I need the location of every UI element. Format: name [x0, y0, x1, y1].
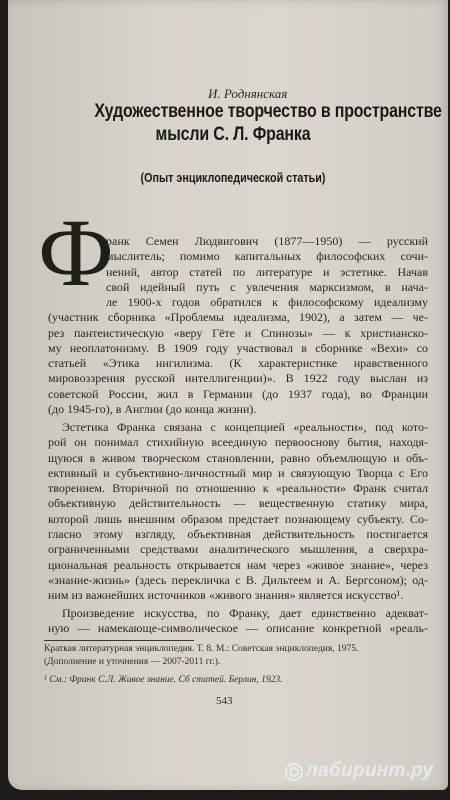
- author-name: И. Роднянская: [208, 86, 288, 101]
- text-line: мыслитель; помимо капитальных философских сочи-: [106, 249, 428, 264]
- text-line: советской России, жил в Германии (до 1937 года), во Франции: [48, 386, 428, 401]
- text-line: мировоззрения русской интеллигенции)». В 1922 году выслан из: [48, 371, 428, 386]
- text-line: циональная реальность открывается нам через «живое знание», через: [48, 557, 428, 572]
- text-line: ную — намекающе-символическое — описание конкретной «реаль-: [48, 621, 428, 636]
- text-line: нений, автор статей по литературе и эстетике. Начав: [106, 264, 428, 279]
- text-line: творением. Вторичной по отношению к «реальности» Франк считал: [48, 481, 428, 496]
- page-number: 543: [216, 695, 233, 707]
- text-line: рез пантеистическую «веру Гёте и Спинозы» — к христианско-: [48, 325, 428, 340]
- text-line: статьей «Этика нигилизма. (К характеристике нравственного: [48, 356, 428, 371]
- footnote-1: ¹ См.: Франк С.Л. Живое знание. Сб статей. Берлин, 1923.: [44, 675, 283, 685]
- text-line: ограниченными средствами аналитического мышления, а сверхра-: [48, 542, 428, 557]
- text-line: ективный и субъективно-личностный мир и связующую Творца с Его: [48, 465, 428, 480]
- source-note: [44, 643, 439, 669]
- footnote-divider: [44, 640, 194, 641]
- source-line: (Дополнение и уточнения — 2007-2011 гг.).: [44, 657, 221, 667]
- intro-paragraph: [106, 234, 428, 295]
- text-line: Эстетика Франка связана с концепцией «реальности», под кото-: [62, 420, 428, 434]
- source-line: Краткая литературная энциклопедия. Т. 8. М.: Советская энциклопедия, 1975.: [44, 644, 359, 654]
- text-line: ле 1900-х годов обратился к философскому идеализму: [106, 295, 428, 309]
- watermark-text: лабиринт.ру: [306, 760, 434, 781]
- book-page: [8, 0, 448, 790]
- article-title: [94, 100, 442, 146]
- text-line: (до 1945-го), в Англии (до конца жизни).: [48, 402, 257, 417]
- paragraph-art-body: [48, 606, 428, 637]
- text-line: щуюся в живом творческом становлении, равно объемлющую и объ-: [48, 450, 428, 465]
- text-line: рой он понимал стихийную всеединую первооснову бытия, находя-: [48, 435, 428, 450]
- text-line: ним из важнейших источников «живого знания» является искусство¹.: [48, 588, 404, 603]
- text-line: гласно этому взгляду, объективная действительность постигается: [48, 527, 428, 542]
- text-line: му неоплатонизму. В 1909 году участвовал в сборнике «Вехи» со: [48, 340, 428, 355]
- text-line: объективную действительность — вещественную статику мира,: [48, 496, 428, 511]
- text-line: ранк Семен Людвигович (1877—1950) — русский: [106, 234, 428, 248]
- title-line: мысли С. Л. Франка: [155, 124, 311, 145]
- text-line: которой лишь внешним образом предстает познающему субъекту. Со-: [48, 511, 428, 526]
- text-line: Произведение искусства, по Франку, дает единственно адекват-: [62, 606, 428, 620]
- text-line: свой идейный путь с увлечения марксизмом, в нача-: [106, 279, 428, 294]
- drop-cap: Ф: [38, 199, 114, 306]
- article-subtitle: (Опыт энциклопедической статьи): [140, 171, 326, 185]
- text-line: (участник сборника «Проблемы идеализма, 1902), а затем — че-: [48, 310, 428, 325]
- text-line: «знание-жизнь» (здесь перекличка с В. Дильтеем и А. Бергсоном); од-: [48, 572, 428, 587]
- title-line: Художественное творчество в пространстве: [94, 101, 442, 122]
- paragraph-aesthetics: [48, 420, 428, 604]
- labyrinth-logo-icon: [285, 763, 303, 781]
- paragraph-biography: [48, 295, 428, 417]
